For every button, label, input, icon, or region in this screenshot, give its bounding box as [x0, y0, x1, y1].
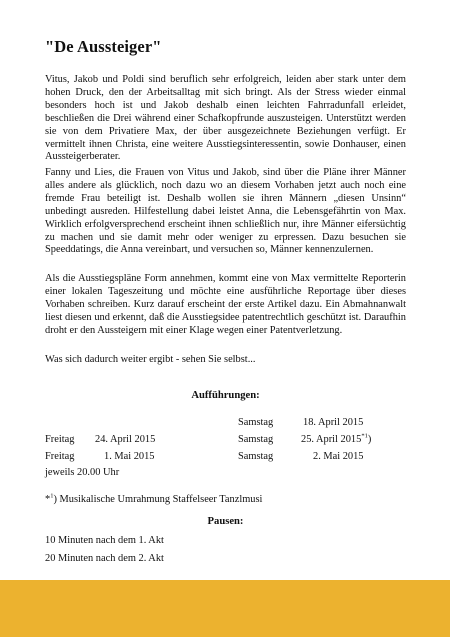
- footnote: *$^1$) Musikalische Umrahmung Staffelseer Tanzlmusi: [45, 492, 263, 505]
- footer-color-bar: [0, 580, 450, 637]
- performances-heading: Aufführungen:: [191, 390, 260, 401]
- performance-time: jeweils 20.00 Uhr: [45, 467, 120, 478]
- play-title: "De Aussteiger": [45, 37, 162, 56]
- performance-date: 2. Mai 2015: [313, 451, 364, 462]
- performance-day: Samstag: [238, 434, 274, 445]
- synopsis-teaser: Was sich dadurch weiter ergibt - sehen Sie selbst...: [45, 354, 256, 365]
- synopsis-paragraph: Als die Ausstiegspläne Form annehmen, kommt eine von Max vermittelte Reporterin einer lokalen Tageszeitung und möchte eine ausführliche Reportage über dieses Vorhaben schreiben. Kurz darauf erscheint der erste Artikel dazu. Ein Abmahnanwalt liest diesen und erkennt, daß die Ausstiegsidee patentrechtlich geschützt ist. Daraufhin droht er den Aussteigern mit einer Klage wegen einer Patentverletzung.: [45, 273, 406, 336]
- pause-item: 20 Minuten nach dem 2. Akt: [45, 553, 164, 564]
- performance-date: 25. April 2015$^{*1}$): [301, 432, 372, 445]
- performance-date: 18. April 2015: [303, 417, 364, 428]
- synopsis-paragraph: Vitus, Jakob und Poldi sind beruflich sehr erfolgreich, leiden aber stark unter dem hohen Druck, den der Arbeitsalltag mit sich bringt. Als der Stress wieder einmal besonders hoch ist und Jakob deshalb einen leichten Fahrradunfall erleidet, beschließen die Drei während einer Schafkopfrunde auszusteigen. Unterstützt werden sie von dem Privatiere Max, der über ausgezeichnete Beziehungen verfügt. Er vermittelt ihnen Christa, eine weitere Ausstiegsinteressentin, sowie Donhauser, einen Aussteigerberater.: [45, 74, 406, 163]
- performance-day: Freitag: [45, 434, 75, 445]
- performance-day: Freitag: [45, 451, 75, 462]
- pause-item: 10 Minuten nach dem 1. Akt: [45, 535, 164, 546]
- pauses-heading: Pausen:: [207, 516, 244, 527]
- performance-day: Samstag: [238, 451, 274, 462]
- performance-date: 1. Mai 2015: [104, 451, 155, 462]
- performance-day: Samstag: [238, 417, 274, 428]
- synopsis-paragraph: Fanny und Lies, die Frauen von Vitus und Jakob, sind über die Pläne ihrer Männer alles andere als glücklich, noch dazu wo an diesem Vorhaben jetzt auch noch eine fremde Frau beteiligt ist. Deshalb wollen sie ihren Männern „diesen Unsinn“ unbedingt ausreden. Hilfestellung dabei leistet Anna, die Lebensgefährtin von Max. Wirklich erfolgversprechend erscheint ihnen schließlich nur, ihre Männer eifersüchtig zu machen und sie damit mehr oder weniger zu erpressen. Dazu besuchen sie Speeddatings, die Anna vereinbart, und versuchen so, Männer kennenzulernen.: [45, 167, 406, 256]
- footnote-marker: *1: [361, 432, 368, 440]
- performance-date: 24. April 2015: [95, 434, 156, 445]
